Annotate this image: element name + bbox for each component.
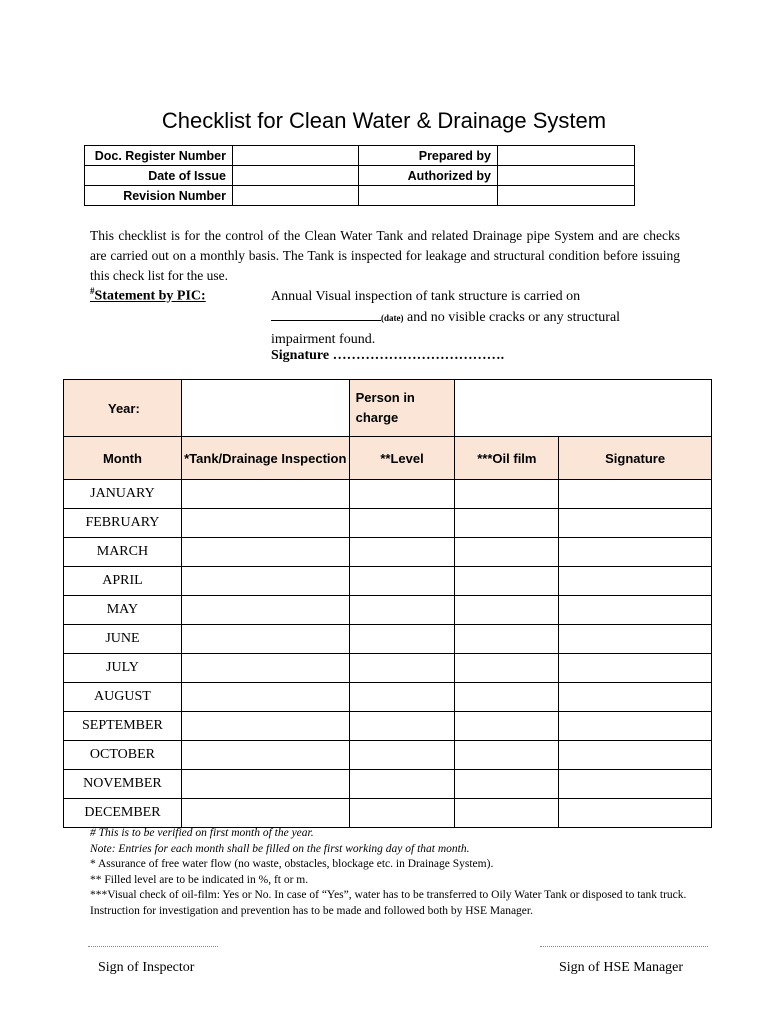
hash-mark: # [90, 286, 95, 296]
doc-register-field[interactable] [233, 146, 359, 166]
entry-cell[interactable] [455, 741, 559, 770]
month-name: MARCH [64, 538, 182, 567]
entry-cell[interactable] [559, 683, 712, 712]
entry-cell[interactable] [455, 654, 559, 683]
entry-cell[interactable] [559, 625, 712, 654]
entry-cell[interactable] [559, 596, 712, 625]
date-of-issue-field[interactable] [233, 166, 359, 186]
entry-cell[interactable] [181, 741, 349, 770]
note-oil-film: ***Visual check of oil-film: Yes or No. In case of “Yes”, water has to be transferred to Oily Water Tank or disposed to tank truck. Instruction for investigation and prevention has to be made and followed both by HSE Manager. [90, 889, 687, 917]
table-row [64, 625, 712, 654]
note-hash: # This is to be verified on first month of the year. [90, 827, 314, 839]
pic-signature-line [271, 348, 504, 364]
note-level: ** Filled level are to be indicated in %, ft or m. [90, 873, 309, 886]
entry-cell[interactable] [559, 654, 712, 683]
pic-statement-label [90, 286, 206, 305]
entry-cell[interactable] [349, 799, 455, 828]
page-title: Checklist for Clean Water & Drainage System [161, 108, 607, 133]
entry-cell[interactable] [455, 538, 559, 567]
entry-cell[interactable] [181, 625, 349, 654]
date-of-issue-label: Date of Issue [85, 166, 233, 186]
table-row [64, 770, 712, 799]
entry-cell[interactable] [559, 712, 712, 741]
entry-cell[interactable] [181, 480, 349, 509]
intro-paragraph: This checklist is for the control of the Clean Water Tank and related Drainage pipe System and are checks are carried out on a monthly basis. The Tank is inspected for leakage and structural condition before issuing this check list for the use. [90, 228, 680, 283]
sign-of-inspector: Sign of Inspector [98, 960, 195, 975]
month-name: JULY [64, 654, 182, 683]
prepared-by-field[interactable] [498, 146, 635, 166]
pic-text-a: Annual Visual inspection of tank structure is carried on [271, 289, 581, 304]
pic-text-b: and no visible cracks or any structural impairment found. [271, 310, 621, 347]
sign-of-hse-manager: Sign of HSE Manager [559, 960, 684, 975]
signature-dots[interactable]: ………………………………. [332, 348, 505, 363]
entry-cell[interactable] [181, 567, 349, 596]
table-row [64, 654, 712, 683]
entry-cell[interactable] [349, 625, 455, 654]
column-header: Month [64, 437, 182, 480]
authorized-by-field[interactable] [498, 166, 635, 186]
entry-cell[interactable] [349, 509, 455, 538]
column-header: *Tank/Drainage Inspection [181, 437, 349, 480]
prepared-by-label: Prepared by [359, 146, 498, 166]
entry-cell[interactable] [349, 712, 455, 741]
entry-cell[interactable] [349, 654, 455, 683]
pic-label-text: Statement by PIC: [94, 288, 206, 304]
column-header: Signature [559, 437, 712, 480]
month-name: OCTOBER [64, 741, 182, 770]
month-name: APRIL [64, 567, 182, 596]
person-in-charge-field[interactable] [455, 380, 712, 437]
entry-cell[interactable] [455, 567, 559, 596]
year-label: Year: [64, 380, 182, 437]
month-name: FEBRUARY [64, 509, 182, 538]
hse-sign-line[interactable] [540, 946, 708, 947]
entry-cell[interactable] [181, 683, 349, 712]
entry-cell[interactable] [181, 770, 349, 799]
doc-register-label: Doc. Register Number [85, 146, 233, 166]
entry-cell[interactable] [349, 480, 455, 509]
entry-cell[interactable] [455, 712, 559, 741]
entry-cell[interactable] [559, 480, 712, 509]
table-row [64, 741, 712, 770]
table-row [64, 712, 712, 741]
entry-cell[interactable] [181, 538, 349, 567]
entry-cell[interactable] [181, 509, 349, 538]
entry-cell[interactable] [559, 567, 712, 596]
entry-cell[interactable] [181, 654, 349, 683]
entry-cell[interactable] [455, 625, 559, 654]
table-row [64, 480, 712, 509]
authorized-by-label: Authorized by [359, 166, 498, 186]
entry-cell[interactable] [181, 799, 349, 828]
column-header: **Level [349, 437, 455, 480]
person-in-charge-label: Person in charge [349, 380, 455, 437]
table-row [64, 683, 712, 712]
entry-cell[interactable] [181, 712, 349, 741]
entry-cell[interactable] [349, 770, 455, 799]
empty-cell [498, 186, 635, 206]
table-row [64, 799, 712, 828]
entry-cell[interactable] [559, 799, 712, 828]
month-name: NOVEMBER [64, 770, 182, 799]
document-info-table [84, 145, 635, 206]
month-name: MAY [64, 596, 182, 625]
month-name: JUNE [64, 625, 182, 654]
month-name: DECEMBER [64, 799, 182, 828]
column-header: ***Oil film [455, 437, 559, 480]
entry-cell[interactable] [559, 538, 712, 567]
month-name: AUGUST [64, 683, 182, 712]
entry-cell[interactable] [349, 567, 455, 596]
signature-label: Signature [271, 348, 330, 363]
entry-cell[interactable] [455, 770, 559, 799]
entry-cell[interactable] [349, 538, 455, 567]
entry-cell[interactable] [559, 509, 712, 538]
note-flow: * Assurance of free water flow (no waste, obstacles, blockage etc. in Drainage System). [90, 858, 494, 870]
entry-cell[interactable] [455, 509, 559, 538]
entry-cell[interactable] [349, 683, 455, 712]
empty-cell [359, 186, 498, 206]
entry-cell[interactable] [455, 683, 559, 712]
entry-cell[interactable] [455, 799, 559, 828]
table-row [64, 538, 712, 567]
entry-cell[interactable] [559, 741, 712, 770]
date-blank[interactable] [271, 307, 381, 321]
monthly-checklist-table [63, 379, 712, 828]
entry-cell[interactable] [349, 596, 455, 625]
entry-cell[interactable] [559, 770, 712, 799]
table-row [64, 509, 712, 538]
inspector-sign-line[interactable] [88, 946, 218, 947]
month-name: SEPTEMBER [64, 712, 182, 741]
entry-cell[interactable] [349, 741, 455, 770]
entry-cell[interactable] [455, 596, 559, 625]
entry-cell[interactable] [455, 480, 559, 509]
table-row [64, 567, 712, 596]
entry-cell[interactable] [181, 596, 349, 625]
note-entries: Note: Entries for each month shall be filled on the first working day of that month. [90, 842, 470, 855]
revision-number-label: Revision Number [85, 186, 233, 206]
date-tag: (date) [381, 313, 404, 323]
footnotes [90, 826, 730, 919]
month-name: JANUARY [64, 480, 182, 509]
pic-statement-text [271, 286, 651, 350]
revision-number-field[interactable] [233, 186, 359, 206]
table-row [64, 596, 712, 625]
year-field[interactable] [181, 380, 349, 437]
